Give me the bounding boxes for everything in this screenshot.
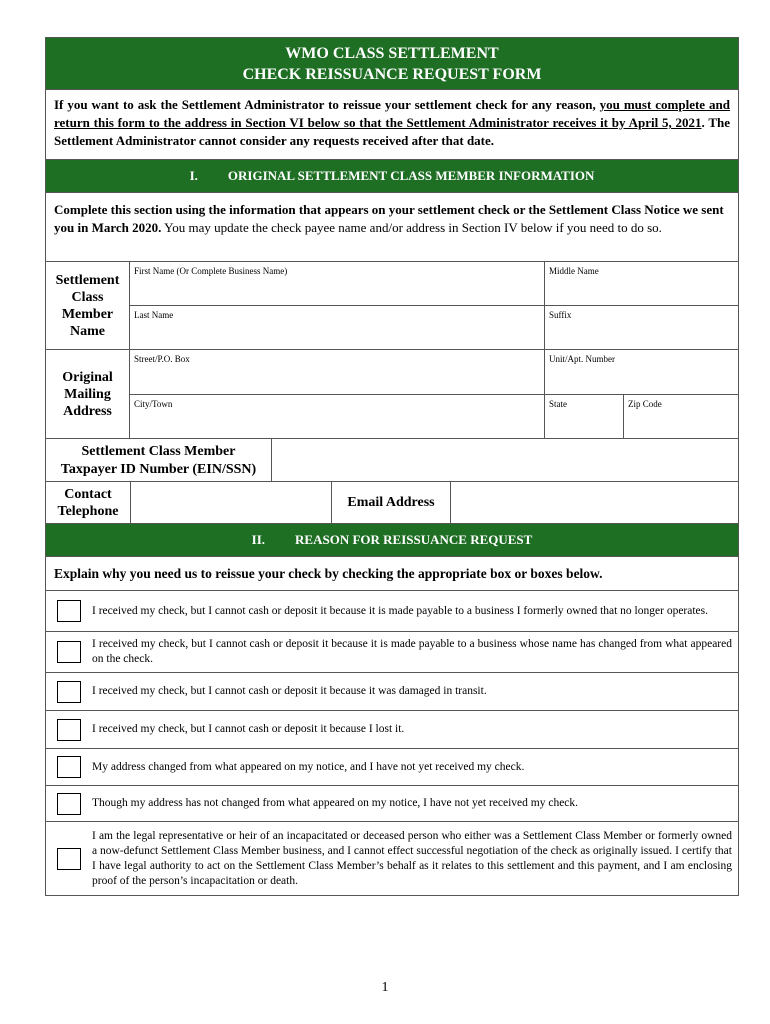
reason-checkbox-1[interactable] bbox=[57, 600, 81, 622]
taxpayer-id-label bbox=[46, 439, 272, 481]
middle-name-field[interactable]: Middle Name bbox=[549, 266, 599, 276]
page-number: 1 bbox=[381, 980, 389, 995]
form-title bbox=[46, 38, 738, 90]
street-field[interactable]: Street/P.O. Box bbox=[130, 350, 545, 394]
reason-option bbox=[46, 822, 738, 895]
contact-telephone-input[interactable] bbox=[131, 482, 332, 523]
first-name-field[interactable]: First Name (Or Complete Business Name) bbox=[130, 262, 545, 305]
intro-text bbox=[46, 90, 738, 160]
email-address-input[interactable] bbox=[451, 482, 738, 523]
reason-text-4: I received my check, but I cannot cash or deposit it because I lost it. bbox=[92, 723, 405, 735]
section2-title: REASON FOR REISSUANCE REQUEST bbox=[295, 532, 533, 547]
reason-option bbox=[46, 632, 738, 673]
email-address-label: Email Address bbox=[332, 482, 451, 523]
reason-text-2: I received my check, but I cannot cash or deposit it because it is made payable to a business whose name has changed from what appeared on the check. bbox=[92, 638, 732, 665]
reason-checkbox-4[interactable] bbox=[57, 719, 81, 741]
reason-checkbox-7[interactable] bbox=[57, 848, 81, 870]
taxpayer-id-label-line1: Settlement Class Member bbox=[81, 444, 236, 459]
form-title-line1: WMO CLASS SETTLEMENT bbox=[285, 45, 499, 62]
reason-option bbox=[46, 711, 738, 749]
city-field[interactable]: City/Town bbox=[130, 395, 545, 439]
taxpayer-id-row bbox=[46, 439, 738, 482]
reason-checkbox-5[interactable] bbox=[57, 756, 81, 778]
reason-text-6: Though my address has not changed from what appeared on my notice, I have not yet received my check. bbox=[92, 797, 579, 809]
mailing-address-row bbox=[46, 350, 738, 439]
last-name-field[interactable]: Last Name bbox=[130, 306, 545, 349]
member-name-label: Settlement Class Member Name bbox=[46, 262, 130, 349]
zip-field[interactable]: Zip Code bbox=[628, 398, 662, 409]
reason-option bbox=[46, 749, 738, 786]
section1-desc-bold: Complete this section using the information that appears on your settlement check or the Settlement Class Notice we sent you in March 2020. bbox=[54, 202, 724, 235]
mailing-address-label: Original Mailing Address bbox=[46, 350, 130, 438]
form-title-line2: CHECK REISSUANCE REQUEST FORM bbox=[242, 66, 542, 83]
taxpayer-id-input[interactable] bbox=[272, 439, 738, 481]
section1-desc-rest: You may update the check payee name and/or address in Section IV below if you need to do so. bbox=[161, 220, 662, 235]
reason-text-5: My address changed from what appeared on my notice, and I have not yet received my check. bbox=[92, 760, 525, 773]
section1-header bbox=[46, 160, 738, 193]
reason-text-3: I received my check, but I cannot cash or deposit it because it was damaged in transit. bbox=[92, 685, 487, 697]
section2-number: II. bbox=[251, 532, 266, 547]
taxpayer-id-label-line2: Taxpayer ID Number (EIN/SSN) bbox=[60, 462, 257, 477]
contact-row bbox=[46, 482, 738, 524]
state-field[interactable]: State bbox=[545, 395, 624, 439]
intro-underlined: you must complete and return this form to the address in Section VI below so that the Settlement Administrator receives it by April 5, 2021 bbox=[54, 97, 730, 130]
section2-header bbox=[46, 524, 738, 557]
reason-checkbox-6[interactable] bbox=[57, 793, 81, 815]
section2-description: Explain why you need us to reissue your check by checking the appropriate box or boxes below. bbox=[46, 557, 738, 591]
reason-checkbox-3[interactable] bbox=[57, 681, 81, 703]
section1-description bbox=[46, 193, 738, 262]
section1-title: ORIGINAL SETTLEMENT CLASS MEMBER INFORMATION bbox=[227, 168, 595, 183]
intro-part2: . The Settlement Administrator cannot consider any requests received after that date. bbox=[54, 115, 731, 148]
intro-part1: If you want to ask the Settlement Administrator to reissue your settlement check for any reason, bbox=[54, 97, 600, 112]
member-name-row bbox=[46, 262, 738, 350]
unit-field[interactable]: Unit/Apt. Number bbox=[549, 354, 615, 364]
contact-telephone-label: Contact Telephone bbox=[46, 482, 131, 523]
suffix-field[interactable]: Suffix bbox=[549, 310, 572, 320]
reason-text-1: I received my check, but I cannot cash or deposit it because it is made payable to a business I formerly owned that no longer operates. bbox=[92, 604, 709, 617]
section1-number: I. bbox=[189, 168, 198, 183]
reason-text-7: I am the legal representative or heir of an incapacitated or deceased person who either was a Settlement Class Member or formerly owned a now-defunct Settlement Class Member business, and I cannot effect successful negotiation of the check as originally issued. I certify that I have legal authority to act on the Settlement Class Member’s behalf as it relates to this settlement and this payment, and I am enclosing proof of the person’s incapacitation or death. bbox=[92, 829, 732, 887]
reason-option bbox=[46, 673, 738, 711]
reason-option bbox=[46, 786, 738, 822]
reason-option bbox=[46, 591, 738, 632]
reason-checkbox-2[interactable] bbox=[57, 641, 81, 663]
reissuance-form bbox=[45, 37, 739, 896]
